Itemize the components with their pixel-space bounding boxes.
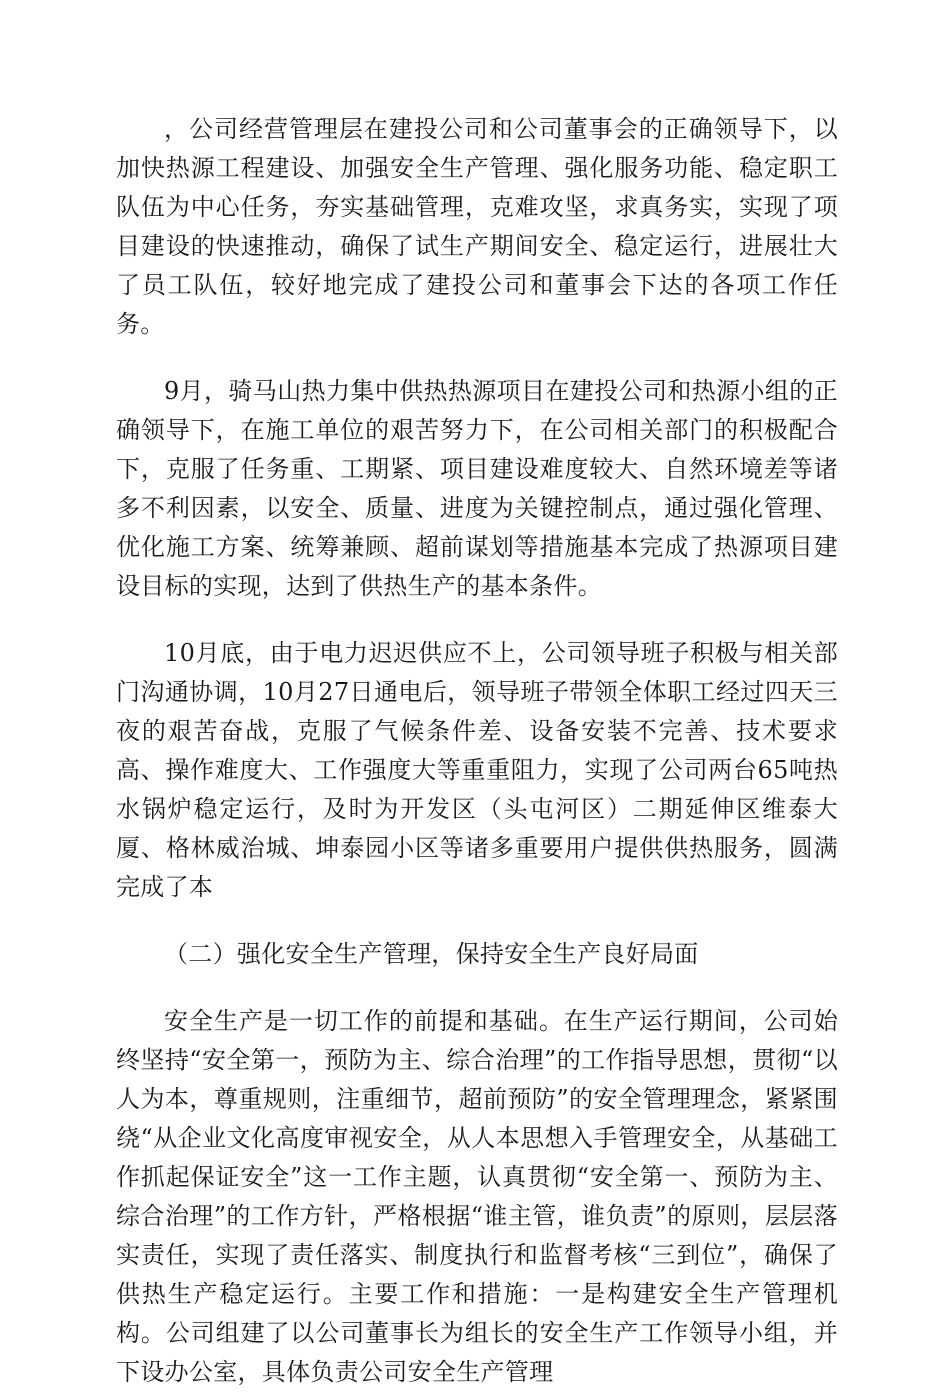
paragraph-safety-production: 安全生产是一切工作的前提和基础。在生产运行期间，公司始终坚持“安全第一，预防为主、综合治理”的工作指导思想，贯彻“以人为本，尊重规则，注重细节，超前预防”的安全管理理念，紧紧围绕“从企业文化高度审视安全，从人本思想入手管理安全，从基础工作抓起保证安全”这一工作主题，认真贯彻“安全第一、预防为主、综合治理”的工作方针，严格根据“谁主管，谁负责”的原则，层层落实责任，实现了责任落实、制度执行和监督考核“三到位”，确保了供热生产稳定运行。主要工作和措施：一是构建安全生产管理机构。公司组建了以公司董事长为组长的安全生产工作领导小组，并下设办公室，具体负责公司安全生产管理 bbox=[116, 1007, 838, 1386]
paragraph-september-project: 9月，骑马山热力集中供热热源项目在建投公司和热源小组的正确领导下，在施工单位的艰苦努力下，在公司相关部门的积极配合下，克服了任务重、工期紧、项目建设难度较大、自然环境差等诸多不利因素，以安全、质量、进度为关键控制点，通过强化管理、优化施工方案、统筹兼顾、超前谋划等措施基本完成了热源项目建设目标的实现，达到了供热生产的基本条件。 bbox=[116, 377, 838, 600]
paragraph-october-operation: 10月底，由于电力迟迟供应不上，公司领导班子积极与相关部门沟通协调，10月27日通电后，领导班子带领全体职工经过四天三夜的艰苦奋战，克服了气候条件差、设备安装不完善、技术要求高、操作难度大、工作强度大等重重阻力，实现了公司两台65吨热水锅炉稳定运行，及时为开发区（头屯河区）二期延伸区维泰大厦、格林威治城、坤泰园小区等诸多重要用户提供供热服务，圆满完成了本 bbox=[116, 639, 838, 901]
section-heading-safety: （二）强化安全生产管理，保持安全生产良好局面 bbox=[164, 940, 699, 968]
document-body bbox=[116, 110, 838, 1392]
paragraph-overview: ，公司经营管理层在建投公司和公司董事会的正确领导下，以加快热源工程建设、加强安全生产管理、强化服务功能、稳定职工队伍为中心任务，夯实基础管理，克难攻坚，求真务实，实现了项目建设的快速推动，确保了试生产期间安全、稳定运行，进展壮大了员工队伍，较好地完成了建投公司和董事会下达的各项工作任务。 bbox=[116, 115, 838, 338]
